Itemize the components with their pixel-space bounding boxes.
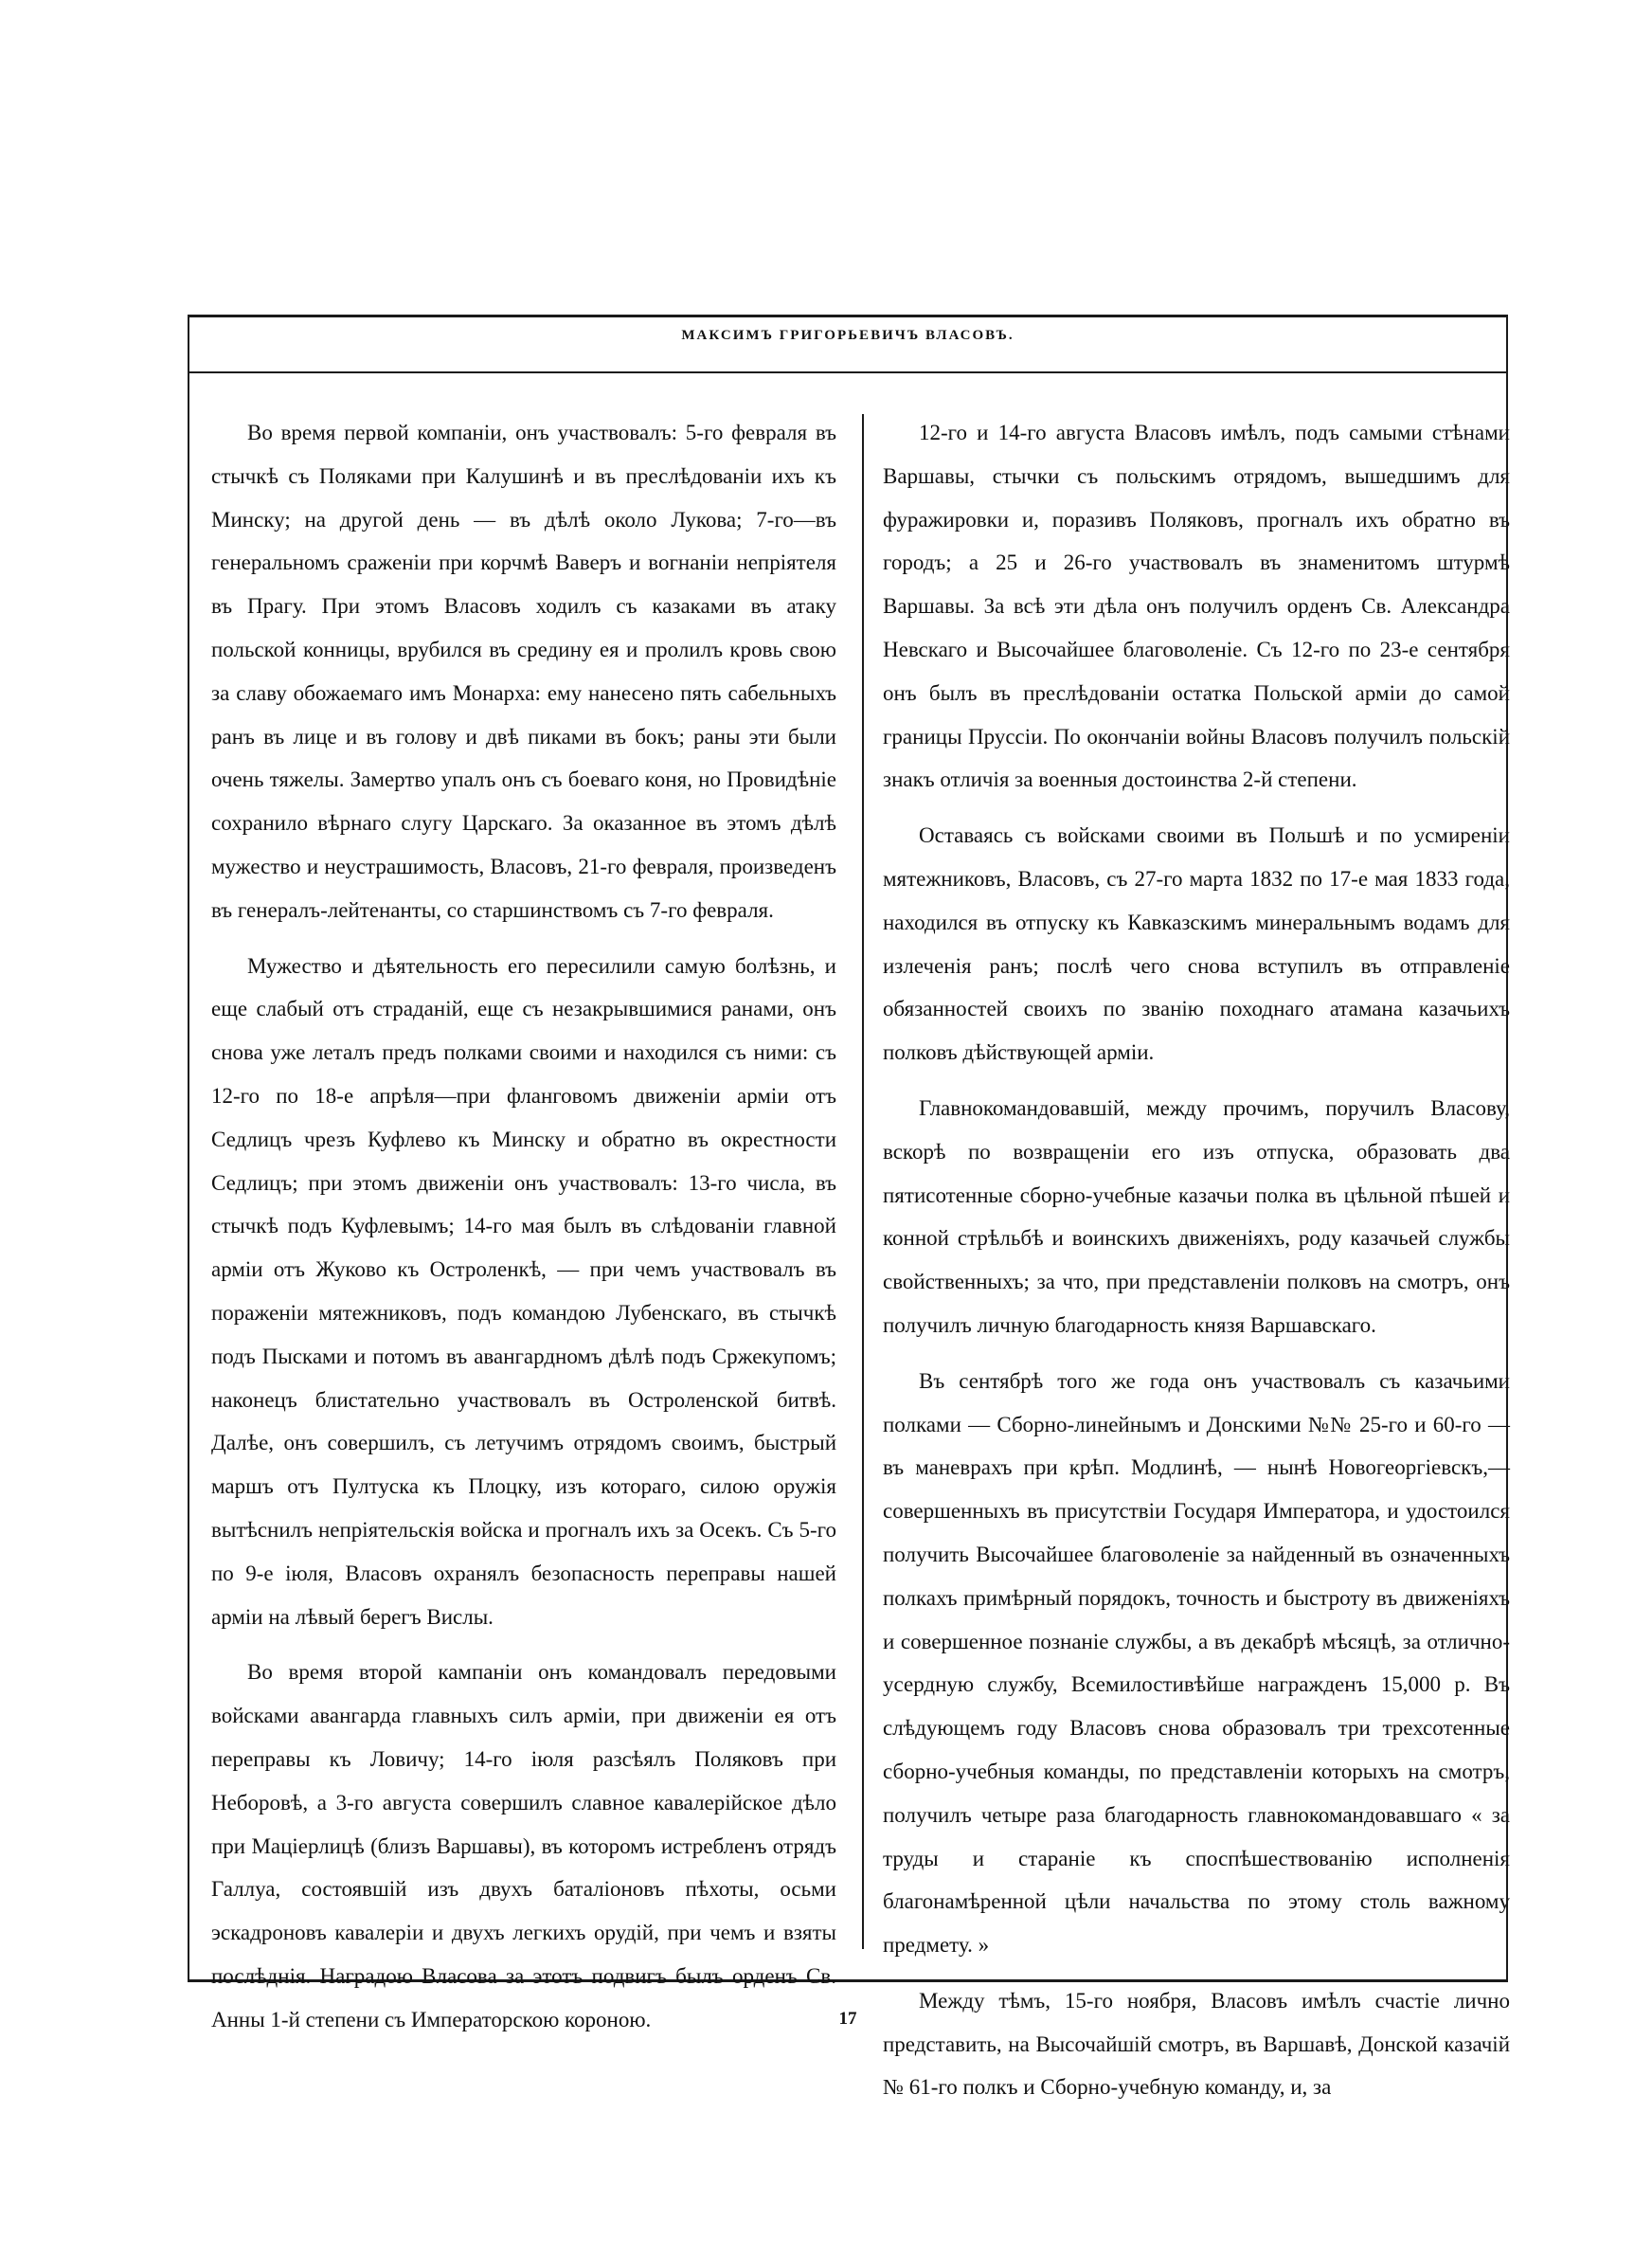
page-number: 17 [838,2009,857,2029]
left-column [211,411,836,2053]
paragraph: Между тѣмъ, 15-го ноября, Власовъ имѣлъ счастіе лично представить, на Высочайшій смотръ, въ Варшавѣ, Донской казачій № 61-го полкъ и Сборно-учебную команду, и, за [883,1988,1510,2100]
paragraph: Во время второй кампаніи онъ командовалъ передовыми войсками авангарда главныхъ силъ арміи, при движеніи ея отъ переправы къ Ловичу; 14-го іюля разсѣялъ Поляковъ при Неборовѣ, а 3-го августа совершилъ славное кавалерійское дѣло при Маціерлицѣ (близъ Варшавы), въ которомъ истребленъ отрядъ Галлуа, состоявшій изъ двухъ баталіоновъ пѣхоты, осьми эскадроновъ кавалеріи и двухъ легкихъ орудій, при чемъ и взяты послѣднія. Наградою Власова за этотъ подвигъ былъ орденъ Св. Анны 1-й степени съ Императорскою короною. [211,1660,836,2031]
paragraph: Мужество и дѣятельность его пересилили самую болѣзнь, и еще слабый отъ страданій, еще съ незакрывшимися ранами, онъ снова уже леталъ предъ полками своими и находился съ ними: съ 12-го по 18-е апрѣля—при фланговомъ движеніи арміи отъ Седлицъ чрезъ Куфлево къ Минску и обратно въ окрестности Седлицъ; при этомъ движеніи онъ участвовалъ: 13-го числа, въ стычкѣ подъ Куфлевымъ; 14-го мая былъ въ слѣдованіи главной арміи отъ Жуково къ Остроленкѣ, — при чемъ участвовалъ въ пораженіи мятежниковъ, подъ командою Лубенскаго, въ стычкѣ подъ Пысками и потомъ въ авангардномъ дѣлѣ подъ Сржекупомъ; наконецъ блистательно участвовалъ въ Остроленской битвѣ. Далѣе, онъ совершилъ, съ летучимъ отрядомъ своимъ, быстрый маршъ отъ Пултуска къ Плоцку, изъ котораго, силою оружія вытѣснилъ непріятельскія войска и прогналъ ихъ за Осекъ. Съ 5-го по 9-е іюля, Власовъ охранялъ безопасность переправы нашей арміи на лѣвый берегъ Вислы. [211,953,836,1629]
right-column [883,411,1510,2122]
column-divider [862,414,864,1949]
running-title: МАКСИМЪ ГРИГОРЬЕВИЧЪ ВЛАСОВЪ. [681,328,1015,343]
paragraph: Въ сентябрѣ того же года онъ участвовалъ съ казачьими полками — Сборно-линейнымъ и Донскими №№ 25-го и 60-го — въ маневрахъ при крѣп. Модлинѣ, — нынѣ Новогеоргіевскъ,— совершенныхъ въ присутствіи Государя Императора, и удостоился получить Высочайшее благоволеніе за найденный въ означенныхъ полкахъ примѣрный порядокъ, точность и быстроту въ движеніяхъ и совершенное познаніе службы, а въ декабрѣ мѣсяцѣ, за отлично-усердную службу, Всемилостивѣйше награжденъ 15,000 р. Въ слѣдующемъ году Власовъ снова образовалъ три трехсотенные сборно-учебныя команды, по представленіи которыхъ на смотръ, получилъ четыре раза благодарность главнокомандовавшаго « за труды и стараніе къ споспѣшествованію исполненія благонамѣренной цѣли начальства по этому столь важному предмету. » [883,1368,1510,1958]
paragraph: 12-го и 14-го августа Власовъ имѣлъ, подъ самыми стѣнами Варшавы, стычки съ польскимъ отрядомъ, вышедшимъ для фуражировки и, поразивъ Поляковъ, прогналъ ихъ обратно въ городъ; а 25 и 26-го участвовалъ въ знаменитомъ штурмѣ Варшавы. За всѣ эти дѣла онъ получилъ орденъ Св. Александра Невскаго и Высочайшее благоволеніе. Съ 12-го по 23-е сентября онъ былъ въ преслѣдованіи остатка Польской арміи до самой границы Пруссіи. По окончаніи войны Власовъ получилъ польскій знакъ отличія за военныя достоинства 2-й степени. [883,421,1510,792]
paragraph: Главнокомандовавшій, между прочимъ, поручилъ Власову, вскорѣ по возвращеніи его изъ отпуска, образовать два пятисотенные сборно-учебные казачьи полка въ цѣльной пѣшей и конной стрѣльбѣ и воинскихъ движеніяхъ, роду казачьей службы свойственныхъ; за что, при представленіи полковъ на смотръ, онъ получилъ личную благодарность князя Варшавскаго. [883,1095,1510,1337]
paragraph: Во время первой компаніи, онъ участвовалъ: 5-го февраля въ стычкѣ съ Поляками при Калушинѣ и въ преслѣдованіи ихъ къ Минску; на другой день — въ дѣлѣ около Лукова; 7-го—въ генеральномъ сраженіи при корчмѣ Ваверъ и вогнаніи непріятеля въ Прагу. При этомъ Власовъ ходилъ съ казаками въ атаку польской конницы, врубился въ средину ея и пролилъ кровь свою за славу обожаемаго имъ Монарха: ему нанесено пять сабельныхъ ранъ въ лице и въ голову и двѣ пиками въ бокъ; раны эти были очень тяжелы. Замертво упалъ онъ съ боеваго коня, но Провидѣніе сохранило вѣрнаго слугу Царскаго. За оказанное въ этомъ дѣлѣ мужество и неустрашимость, Власовъ, 21-го февраля, произведенъ въ генералъ-лейтенанты, со старшинствомъ съ 7-го февраля. [211,421,836,922]
paragraph: Оставаясь съ войсками своими въ Польшѣ и по усмиреніи мятежниковъ, Власовъ, съ 27-го марта 1832 по 17-е мая 1833 года, находился въ отпуску къ Кавказскимъ минеральнымъ водамъ для излеченія ранъ; послѣ чего снова вступилъ въ отправленіе обязанностей своихъ по званію походнаго атамана казачьихъ полковъ дѣйствующей арміи. [883,823,1510,1065]
header-rule [188,371,1508,373]
